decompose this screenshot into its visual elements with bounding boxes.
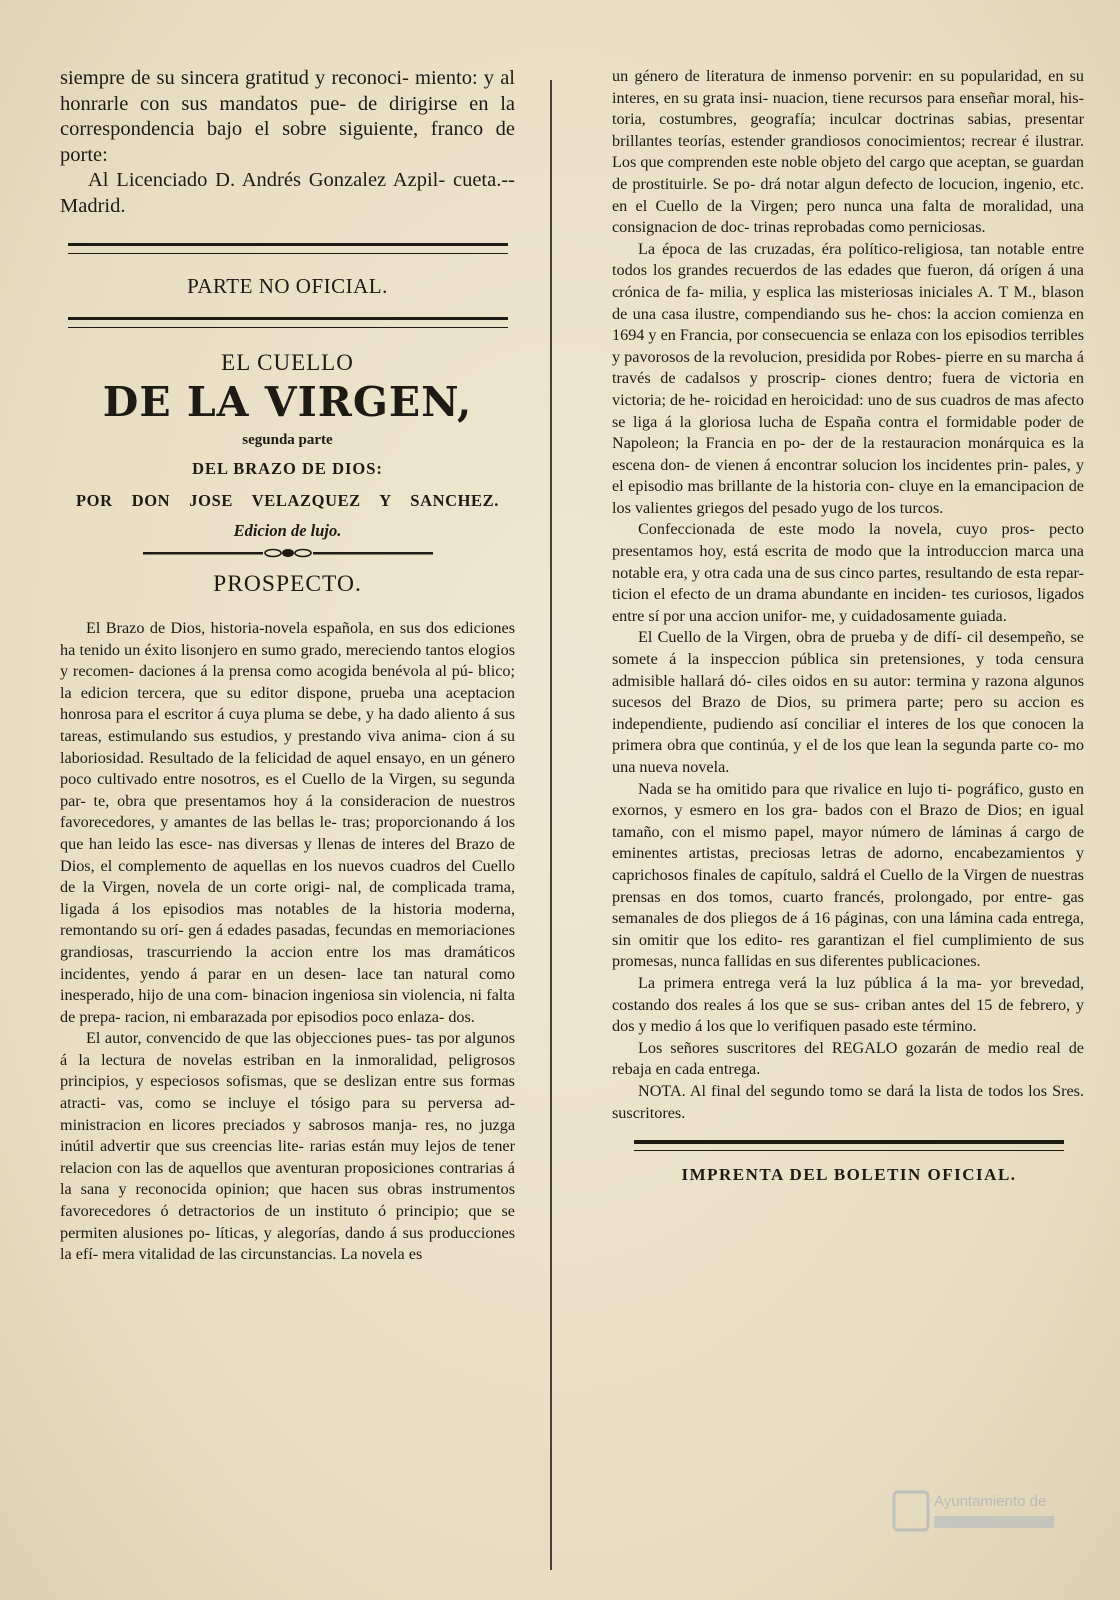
left-body — [60, 618, 515, 1266]
body-paragraph: El Brazo de Dios, historia-novela española, en sus dos ediciones ha tenido un éxito lisonjero en sumo grado, mereciendo tantos elogios y recomen- daciones á la prensa como acogida benévola al pú- blico; la edicion tercera, que su editor dispone, prueba una aceptacion honrosa para el escritor á cuya pluma se debe, y ha dado aliento á sus tareas, estimulando sus estudios, y prestando viva anima- cion á su laboriosidad. Resultado de la felicidad de aquel ensayo, en un género poco cultivado entre nosotros, es el Cuello de la Virgen, su segunda par- te, obra que presentamos hoy á la consideracion de nuestros favorecedores, y amantes de las bellas le- tras; proporcionando á los que han leido las esce- nas diversas y llenas de interes del Brazo de Dios, el complemento de aquellas en los nuevos cuadros del Cuello de la Virgen, novela de un corte origi- nal, de complicada trama, ligada á los episodios mas notables de la historia moderna, remontando su orí- gen á edades pasadas, fecundas en memoriaciones grandiosas, trascurriendo la accion entre los mas dramáticos incidentes, yendo á parar en un desen- lace tan natural como inesperado, hijo de una com- binacion ingeniosa sin violencia, ni falta de prepa- racion, ni embarazada por episodios poco enlaza- dos. — [60, 619, 515, 1026]
watermark-text: Ayuntamiento de — [934, 1493, 1047, 1510]
edition-note: Edicion de lujo. — [233, 521, 342, 540]
body-paragraph: La primera entrega verá la luz pública á la ma- yor brevedad, costando dos reales á los que se sus- criban antes del 15 de febrero, y dos y medio á los que lo verifiquen pasado este término. — [612, 973, 1084, 1036]
body-paragraph: El Cuello de la Virgen, obra de prueba y de difí- cil desempeño, se somete á la inspeccion pública sin pretensiones, y toda censura admisible hallará dó- ciles oidos en su autor: termina y razona algunos sucesos del Brazo de Dios, su primera parte; pero su accion es independiente, pudiendo así conciliar el interes de los que conocen la primera obra que continúa, y el de los que lean la segunda parte co- mo una nueva novela. — [612, 628, 1084, 776]
author-line: POR DON JOSE VELAZQUEZ Y SANCHEZ. — [76, 491, 499, 510]
subtitle: segunda parte — [242, 432, 333, 448]
double-rule-top — [68, 243, 508, 254]
title-main: DE LA VIRGEN, — [102, 378, 473, 426]
body-paragraph: La época de las cruzadas, éra político-religiosa, tan notable entre todos los grandes recuerdos de las edades que fueron, dá orígen á una crónica de fa- milia, y esplica las misteriosas iniciales A. T M., blason de una casa ilustre, compendiando sus he- chos: la accion comienza en 1694 y en Francia, por consecuencia se enlaza con los episodios terribles y pavorosos de la revolucion, presidida por Robes- pierre en su marcha á través de cadalsos y proscrip- ciones dentro; fuera de victoria en victoria; de he- roicidad en heroicidad: uno de sus cuadros de mas afecto se liga á la gloriosa lucha de España contra el formidable poder de Napoleon; la Francia en po- der de la restauracion monárquica es la escena don- de vienen á encontrar solucion los incidentes prin- pales, y el episodio mas brillante de la historia con- cluye en la emancipacion de los valientes griegos del pesado yugo de los turcos. — [612, 239, 1084, 517]
double-rule-bottom — [68, 317, 508, 328]
printer-imprint: IMPRENTA DEL BOLETIN OFICIAL. — [681, 1165, 1017, 1185]
footer-rule — [634, 1140, 1064, 1151]
left-column — [60, 66, 515, 1266]
body-paragraph: Nada se ha omitido para que rivalice en lujo ti- pográfico, gusto en exornos, y esmero en los gra- bados con el Brazo de Dios; en igual tamaño, con el mismo papel, mayor número de láminas á cargo de eminentes artistas, preciosas letras de adorno, encabezamientos y caprichosos finales de capítulo, saldrá el Cuello de la Virgen de nuestras prensas en dos tomos, cuarto francés, prolongado, por entre- gas semanales de dos pliegos de á 16 páginas, con una lámina cada entrega, sin omitir que los edito- res garantizan el fiel cumplimiento de sus promesas, nunca fallidas en sus diferentes publicaciones. — [612, 779, 1084, 971]
intro-address: Al Licenciado D. Andrés Gonzalez Azpil- cueta.--Madrid. — [60, 169, 515, 217]
intro-text — [60, 66, 515, 219]
column-divider — [550, 80, 552, 1570]
body-paragraph: Confeccionada de este modo la novela, cuyo pros- pecto presentamos hoy, está escrita de modo que la introduccion marca una notable era, y otra cada una de sus cinco partes, resultando de esta repar- ticion el efecto de un drama abundante en inciden- tes curiosos, ligados entre sí por una accion unifor- me, y cuidadosamente guiada. — [612, 520, 1084, 625]
section-heading: PARTE NO OFICIAL. — [187, 274, 388, 298]
intro-paragraph-1: siempre de su sincera gratitud y reconoci- miento: y al honrarle con sus mandatos pue- de dirigirse en la correspondencia bajo el sobre siguiente, franco de porte: — [60, 67, 515, 166]
archive-watermark-icon — [890, 1478, 1060, 1544]
right-column — [612, 66, 1084, 1185]
nota-paragraph: NOTA. Al final del segundo tomo se dará la lista de todos los Sres. suscritores. — [612, 1081, 1084, 1122]
body-paragraph: El autor, convencido de que las objecciones pues- tas por algunos á la lectura de novelas estriban en la inmoralidad, peligrosos principios, y especiosos sofismas, que se deslizan entre sus formas atracti- vas, como se incluye el tósigo para su perversa ad- ministracion en licores preciados y sabrosos manja- res, no juzga inútil advertir que sus creencias lite- rarias están muy lejos de tener relacion con las de aquellos que aventuran proposiciones contrarias á la sana y reconocida opinion; que hacen sus obras instrumentos favorecedores ó detractorios de un instituto ó principio; que se permiten alusiones po- líticas, y alegorías, dando á sus producciones la efí- mera vitalidad de las circunstancias. La novela es — [60, 1029, 515, 1264]
body-paragraph: Los señores suscritores del REGALO gozarán de medio real de rebaja en cada entrega. — [612, 1038, 1084, 1079]
title-line-1: EL CUELLO — [221, 350, 354, 375]
ornament-divider-icon — [143, 547, 433, 559]
series-title: DEL BRAZO DE DIOS: — [192, 459, 383, 478]
prospecto-heading: PROSPECTO. — [213, 571, 362, 597]
right-body — [612, 66, 1084, 1124]
body-paragraph: un género de literatura de inmenso porvenir: en su popularidad, en su interes, en su grata insi- nuacion, tiene recursos para enseñar moral, his- toria, costumbres, geografía; inculcar doctrinas sabias, presentar brillantes teorías, estender grandiosos conocimientos; recrear é ilustrar. Los que comprenden este noble objeto del cargo que aceptan, se guardan de prostituirle. Se po- drá notar algun defecto de locucion, ingenio, etc. en el Cuello de la Virgen; pero nunca una falta de moralidad, una consignacion de doc- trinas reprobadas como perniciosas. — [612, 67, 1084, 237]
